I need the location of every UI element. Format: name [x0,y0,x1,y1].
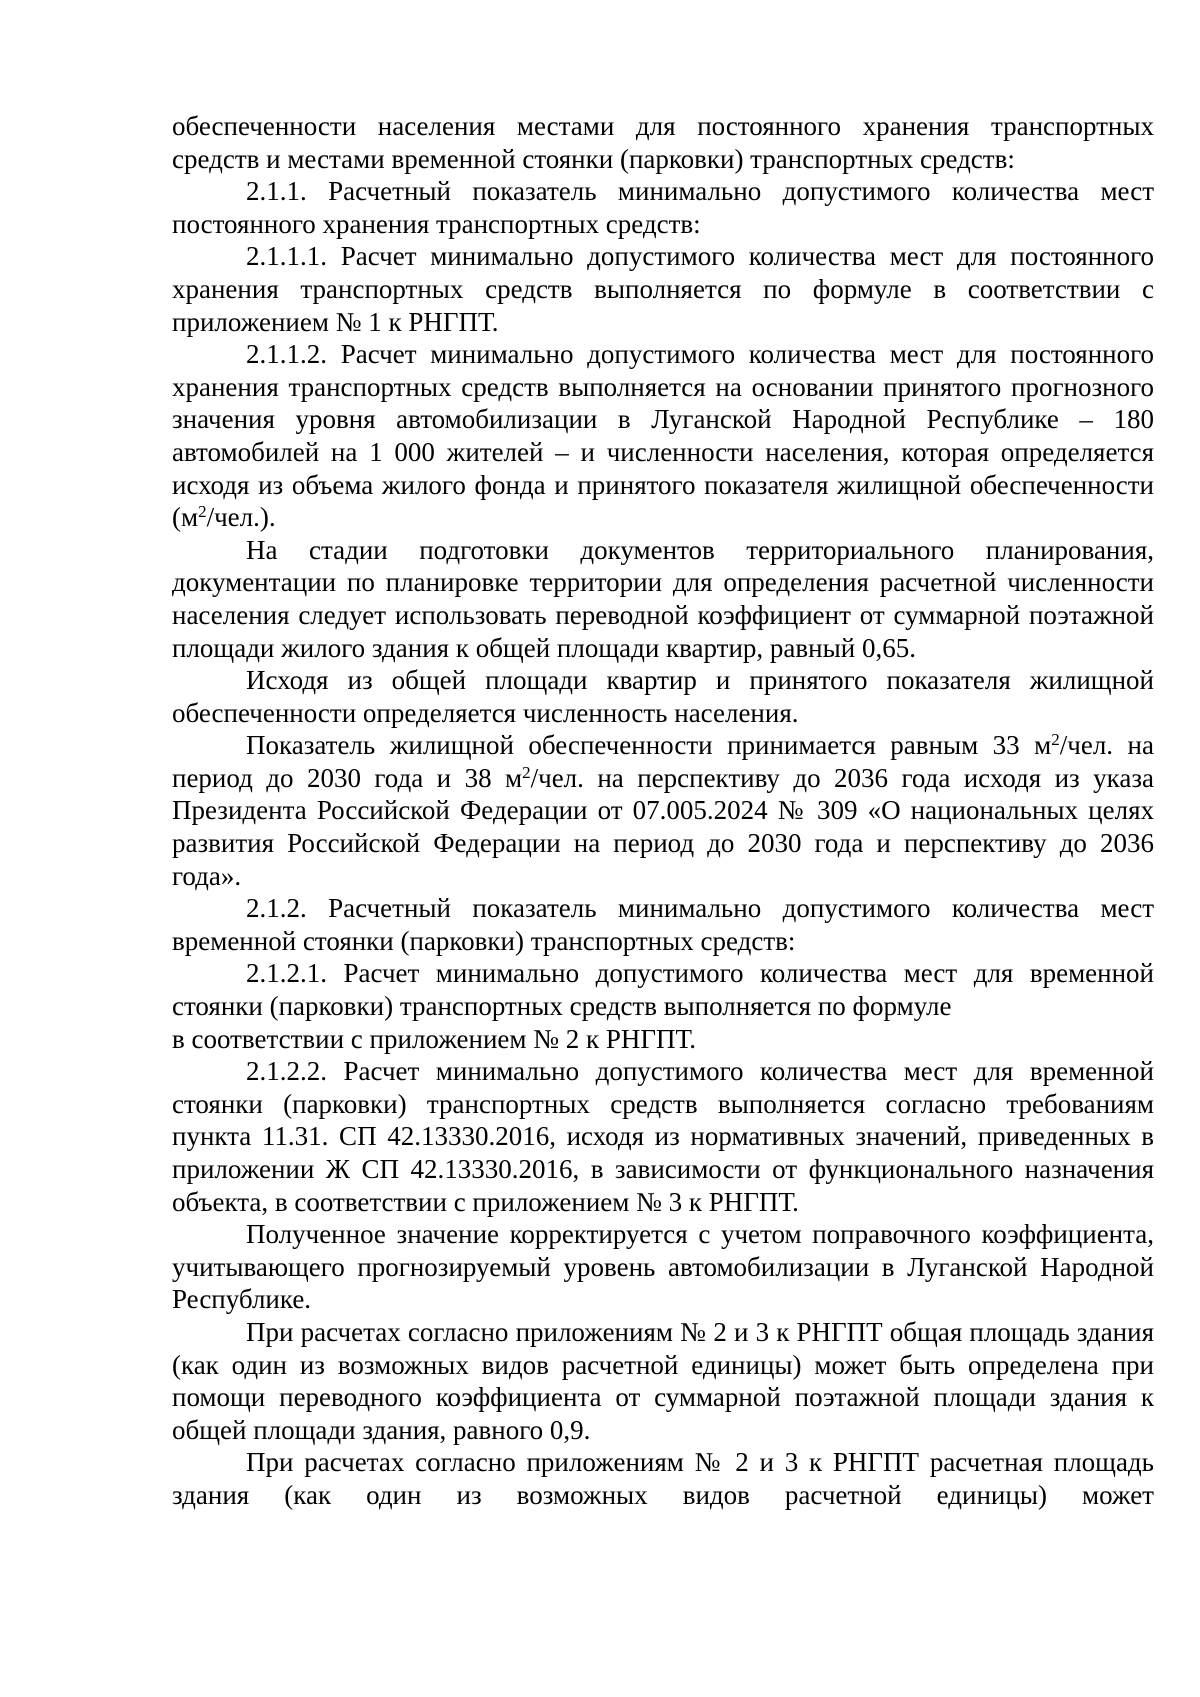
paragraph-2-1-2-2: 2.1.2.2. Расчет минимально допустимого количества мест для временной стоянки (парковки) транспортных средств выполняется согласно требованиям пункта 11.31. СП 42.13330.2016, исходя из нормативных значений, приведенных в приложении Ж СП 42.13330.2016, в зависимости от функционального назначения объекта, в соответствии с приложением № 3 к РНГПТ. [172,1056,1154,1217]
paragraph-2-1-1-2-text: 2.1.1.2. Расчет минимально допустимого количества мест для постоянного хранения транспортных средств выполняется на основании принятого прогнозного значения уровня автомобилизации в Луганской Народной Республике – 180 автомобилей на 1 000 жителей – и численности населения, которая определяется исходя из объема жилого фонда и принятого показателя жилищной обеспеченности (м [172,339,1154,533]
paragraph-2-1-2-1: 2.1.2.1. Расчет минимально допустимого количества мест для временной стоянки (парковки) транспортных средств выполняется по формуле [172,958,1154,1022]
paragraph-housing-indicator [172,729,1154,892]
housing-indicator-text-c: /чел. на перспективу до 2036 года исходя из указа Президента Российской Федерации от 07.005.2024 № 309 «О национальных целях развития Российской Федерации на период до 2030 года и перспективу до 2036 года». [172,762,1155,891]
paragraph-calculated-area: При расчетах согласно приложениям № 2 и 3 к РНГПТ расчетная площадь здания (как один из возможных видов расчетной единицы) может [172,1447,1154,1510]
paragraph-2-1-2: 2.1.2. Расчетный показатель минимально допустимого количества мест временной стоянки (парковки) транспортных средств: [172,893,1154,956]
paragraph-2-1-2-1-continuation: в соответствии с приложением № 2 к РНГПТ. [172,1023,697,1054]
housing-indicator-text-b: /чел. на период до 2030 года и 38 м [172,730,1154,793]
paragraph-population-coefficient: На стадии подготовки документов территориального планирования, документации по планировке территории для определения расчетной численности населения следует использовать переводной коэффициент от суммарной поэтажной площади жилого здания к общей площади квартир, равный 0,65. [172,534,1154,663]
paragraph-total-area: При расчетах согласно приложениям № 2 и 3 к РНГПТ общая площадь здания (как один из возможных видов расчетной единицы) может быть определена при помощи переводного коэффициента от суммарной поэтажной площади здания к общей площади здания, равного 0,9. [172,1316,1154,1445]
paragraph-intro-continuation: обеспеченности населения местами для постоянного хранения транспортных средств и местами временной стоянки (парковки) транспортных средств: [172,111,1154,174]
superscript-squared: 2 [522,762,531,782]
paragraph-2-1-1-1: 2.1.1.1. Расчет минимально допустимого количества мест для постоянного хранения транспортных средств выполняется по формуле в соответствии с приложением № 1 к РНГПТ. [172,241,1154,337]
document-page [172,110,1154,1512]
superscript-squared: 2 [198,502,207,522]
paragraph-2-1-1-2 [172,338,1154,534]
housing-indicator-text-a: Показатель жилищной обеспеченности принимается равным 33 м [246,730,1052,761]
paragraph-2-1-1: 2.1.1. Расчетный показатель минимально допустимого количества мест постоянного хранения транспортных средств: [172,176,1154,239]
paragraph-2-1-1-2-end: /чел.). [206,502,276,533]
superscript-squared: 2 [1051,730,1060,750]
paragraph-population-determination: Исходя из общей площади квартир и принятого показателя жилищной обеспеченности определяется численность населения. [172,665,1154,728]
paragraph-correction: Полученное значение корректируется с учетом поправочного коэффициента, учитывающего прогнозируемый уровень автомобилизации в Луганской Народной Республике. [172,1219,1154,1315]
